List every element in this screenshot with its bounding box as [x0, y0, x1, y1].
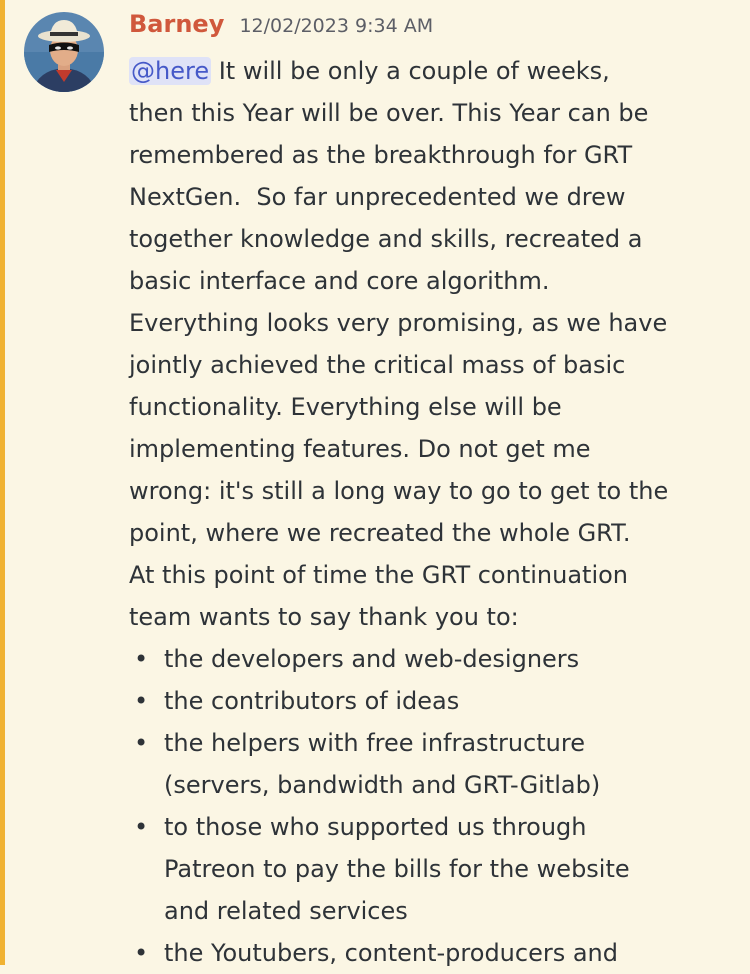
- bullet-icon: •: [134, 645, 149, 673]
- message-line: team wants to say thank you to:: [129, 603, 519, 631]
- message-line: point, where we recreated the whole GRT.: [129, 519, 631, 547]
- list-item: [129, 806, 739, 932]
- bullet-icon: •: [134, 729, 149, 757]
- here-mention[interactable]: @here: [131, 57, 210, 85]
- thank-you-list: [129, 638, 739, 974]
- message-timestamp: 12/02/2023 9:34 AM: [239, 15, 434, 37]
- list-item: [129, 680, 739, 722]
- message-line: jointly achieved the critical mass of basic: [129, 351, 626, 379]
- bullet-icon: •: [134, 813, 149, 841]
- message-line: Everything looks very promising, as we have: [129, 309, 668, 337]
- list-item: [129, 638, 739, 680]
- message-line: implementing features. Do not get me: [129, 435, 591, 463]
- list-item: [129, 932, 739, 974]
- bullet-icon: •: [134, 687, 149, 715]
- masked-rider-avatar-icon: [24, 12, 104, 92]
- message-line: then this Year will be over. This Year can be: [129, 99, 649, 127]
- message-line: NextGen. So far unprecedented we drew: [129, 183, 626, 211]
- message-line: At this point of time the GRT continuation: [129, 561, 629, 589]
- list-item-text: the developers and web-designers: [164, 645, 580, 673]
- message-line: together knowledge and skills, recreated a: [129, 225, 643, 253]
- username[interactable]: Barney: [129, 10, 225, 38]
- message-paragraph: [129, 50, 739, 638]
- message-line: functionality. Everything else will be: [129, 393, 562, 421]
- list-item-text: Patreon to pay the bills for the website: [164, 855, 630, 883]
- message-line: remembered as the breakthrough for GRT: [129, 141, 633, 169]
- message-line: wrong: it's still a long way to go to get to the: [129, 477, 669, 505]
- list-item-text: the helpers with free infrastructure: [164, 729, 585, 757]
- message-line: It will be only a couple of weeks,: [211, 57, 610, 85]
- list-item-text: the Youtubers, content-producers and: [164, 939, 618, 967]
- list-item-text: to those who supported us through: [164, 813, 587, 841]
- message-header: [129, 10, 433, 46]
- message-content: [129, 50, 739, 974]
- bullet-icon: •: [134, 939, 149, 967]
- list-item: [129, 722, 739, 806]
- list-item-text: the contributors of ideas: [164, 687, 460, 715]
- list-item-text: (servers, bandwidth and GRT-Gitlab): [164, 771, 601, 799]
- message-line: basic interface and core algorithm.: [129, 267, 550, 295]
- user-avatar[interactable]: [24, 12, 104, 92]
- list-item-text: and related services: [164, 897, 408, 925]
